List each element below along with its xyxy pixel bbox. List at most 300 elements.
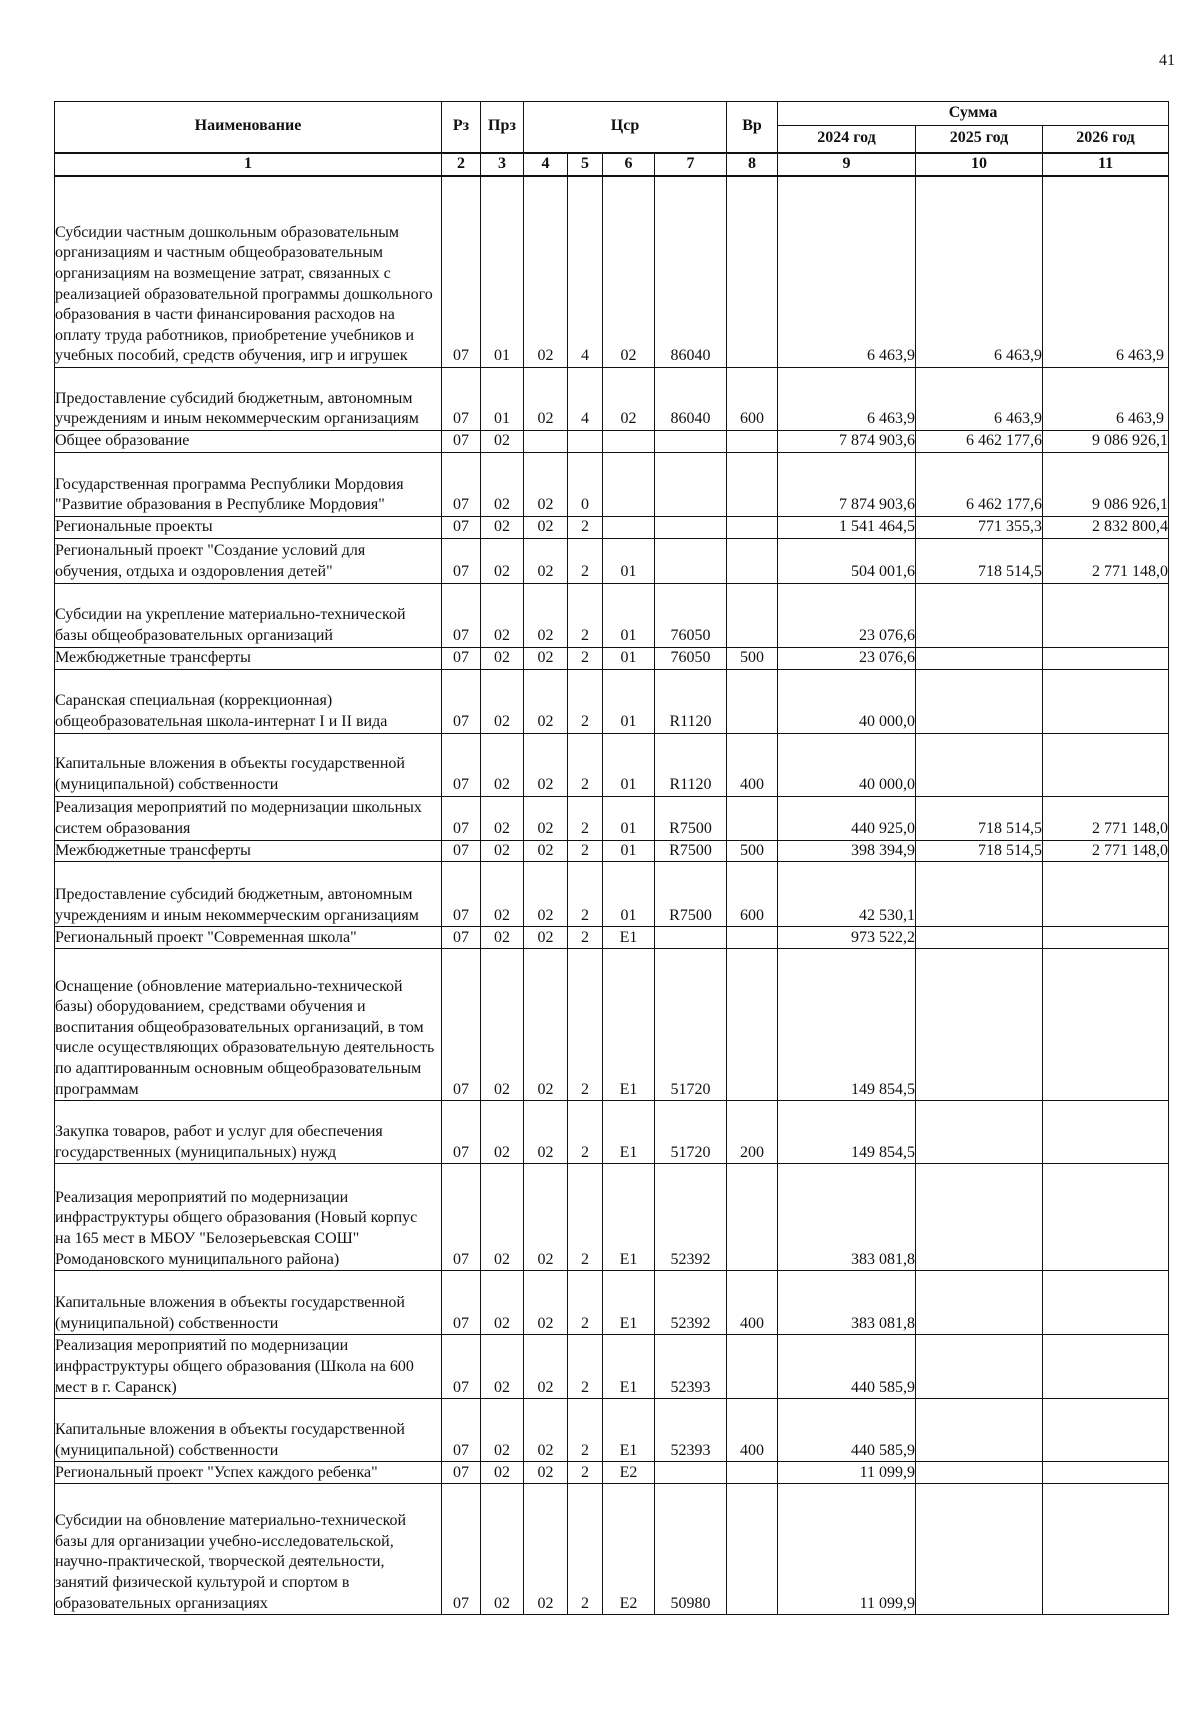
- name-line: занятий физической культурой и спортом в: [55, 1574, 350, 1591]
- cell-csr-type: 2: [568, 927, 603, 949]
- cell-name: [55, 1271, 442, 1335]
- column-number: 6: [603, 153, 655, 176]
- name-line: обучения, отдыха и оздоровления детей": [55, 563, 333, 580]
- cell-rz: 07: [442, 1164, 481, 1271]
- cell-sum-2026: 6 463,9: [1043, 368, 1169, 431]
- table-row: [55, 538, 1169, 583]
- name-line: базы общеобразовательных организаций: [55, 627, 333, 644]
- cell-sum-2026: [1043, 647, 1169, 669]
- name-line: учебных пособий, средств обучения, игр и игрушек: [55, 347, 408, 365]
- name-line: (муниципальной) собственности: [55, 776, 279, 793]
- name-line: образовательных организациях: [55, 1594, 268, 1612]
- cell-csr-type: 2: [568, 733, 603, 796]
- cell-csr-program: 02: [524, 583, 568, 647]
- cell-rz: 07: [442, 840, 481, 862]
- column-number: 3: [481, 153, 524, 176]
- name-line: Саранская специальная (коррекционная): [55, 692, 333, 710]
- name-line: учреждениям и иным некоммерческим организациям: [55, 410, 419, 428]
- name-line: Реализация мероприятий по модернизации: [55, 1337, 349, 1355]
- cell-csr-type: 2: [568, 669, 603, 733]
- cell-rz: 07: [442, 1399, 481, 1462]
- cell-csr-element: E2: [603, 1484, 655, 1615]
- cell-csr-type: [568, 431, 603, 453]
- cell-sum-2025: 718 514,5: [916, 840, 1043, 862]
- name-line: инфраструктуры общего образования (Школа на 600: [55, 1358, 414, 1375]
- cell-csr-direction: [655, 1462, 727, 1484]
- cell-sum-2025: 6 463,9: [916, 176, 1043, 368]
- cell-name: [55, 538, 442, 583]
- cell-vr: 400: [727, 1399, 778, 1462]
- table-row: [55, 1462, 1169, 1484]
- name-line: Государственная программа Республики Мордовия: [55, 475, 404, 493]
- cell-csr-direction: 76050: [655, 583, 727, 647]
- cell-sum-2025: [916, 1271, 1043, 1335]
- header-vr: Вр: [727, 102, 778, 153]
- cell-sum-2025: [916, 669, 1043, 733]
- cell-prz: 02: [481, 538, 524, 583]
- cell-csr-type: 2: [568, 1462, 603, 1484]
- header-name: Наименование: [55, 102, 442, 153]
- cell-vr: [727, 1335, 778, 1399]
- cell-name: [55, 862, 442, 927]
- cell-rz: 07: [442, 538, 481, 583]
- cell-csr-element: [603, 431, 655, 453]
- cell-rz: 07: [442, 669, 481, 733]
- cell-csr-type: 2: [568, 583, 603, 647]
- cell-csr-direction: 51720: [655, 1101, 727, 1164]
- cell-sum-2024: 383 081,8: [778, 1271, 916, 1335]
- cell-vr: 500: [727, 840, 778, 862]
- cell-csr-element: 01: [603, 583, 655, 647]
- cell-csr-type: 2: [568, 1484, 603, 1615]
- cell-sum-2024: 40 000,0: [778, 733, 916, 796]
- cell-csr-direction: 76050: [655, 647, 727, 669]
- cell-prz: 02: [481, 796, 524, 840]
- cell-sum-2025: [916, 733, 1043, 796]
- cell-csr-element: 02: [603, 368, 655, 431]
- cell-rz: 07: [442, 862, 481, 927]
- cell-csr-type: 2: [568, 840, 603, 862]
- cell-prz: 02: [481, 840, 524, 862]
- name-line: Оснащение (обновление материально-технической: [55, 977, 403, 995]
- cell-csr-element: E2: [603, 1462, 655, 1484]
- name-line: научно-практической, творческой деятельности,: [55, 1553, 385, 1571]
- column-number: 8: [727, 153, 778, 176]
- name-line: (муниципальной) собственности: [55, 1441, 279, 1459]
- cell-name: [55, 368, 442, 431]
- budget-table: [54, 101, 1169, 1615]
- cell-csr-direction: [655, 453, 727, 517]
- cell-prz: 02: [481, 1484, 524, 1615]
- cell-name: [55, 583, 442, 647]
- name-line: организациям и частным общеобразовательным: [55, 244, 383, 262]
- cell-sum-2026: [1043, 862, 1169, 927]
- cell-sum-2024: 973 522,2: [778, 927, 916, 949]
- name-line: Реализация мероприятий по модернизации: [55, 1188, 349, 1206]
- name-line: программам: [55, 1080, 139, 1098]
- table-row: [55, 583, 1169, 647]
- cell-csr-element: 01: [603, 796, 655, 840]
- cell-csr-element: 01: [603, 733, 655, 796]
- table-row: [55, 949, 1169, 1101]
- name-line: числе осуществляющих образовательную деятельность: [55, 1039, 435, 1057]
- column-number: 9: [778, 153, 916, 176]
- cell-name: [55, 647, 442, 669]
- header-rz: Рз: [442, 102, 481, 153]
- cell-sum-2024: 383 081,8: [778, 1164, 916, 1271]
- name-line: общеобразовательная школа-интернат I и II вида: [55, 713, 388, 730]
- cell-name: [55, 1335, 442, 1399]
- cell-csr-direction: 52393: [655, 1399, 727, 1462]
- cell-vr: [727, 453, 778, 517]
- cell-sum-2024: 504 001,6: [778, 538, 916, 583]
- cell-sum-2026: 2 771 148,0: [1043, 538, 1169, 583]
- cell-vr: [727, 517, 778, 539]
- table-row: [55, 840, 1169, 862]
- cell-csr-element: 01: [603, 538, 655, 583]
- cell-sum-2026: [1043, 669, 1169, 733]
- cell-csr-program: 02: [524, 453, 568, 517]
- cell-prz: 01: [481, 368, 524, 431]
- header-sum: Сумма: [778, 102, 1169, 126]
- name-line: базы) оборудованием, средствами обучения и: [55, 998, 366, 1016]
- cell-sum-2026: 9 086 926,1: [1043, 431, 1169, 453]
- cell-csr-direction: 86040: [655, 368, 727, 431]
- cell-csr-type: 2: [568, 1335, 603, 1399]
- cell-name: [55, 453, 442, 517]
- cell-name: [55, 517, 442, 539]
- cell-csr-type: 2: [568, 862, 603, 927]
- cell-csr-element: E1: [603, 1271, 655, 1335]
- column-number: 11: [1043, 153, 1169, 176]
- cell-rz: 07: [442, 733, 481, 796]
- cell-csr-element: E1: [603, 949, 655, 1101]
- cell-rz: 07: [442, 1484, 481, 1615]
- cell-name: [55, 927, 442, 949]
- cell-csr-type: 0: [568, 453, 603, 517]
- cell-csr-element: E1: [603, 1399, 655, 1462]
- cell-csr-element: E1: [603, 1164, 655, 1271]
- cell-prz: 02: [481, 949, 524, 1101]
- name-line: Региональный проект "Создание условий для: [55, 542, 366, 560]
- cell-csr-element: 01: [603, 669, 655, 733]
- cell-vr: [727, 669, 778, 733]
- table-row: [55, 431, 1169, 453]
- cell-prz: 02: [481, 1101, 524, 1164]
- cell-vr: [727, 1484, 778, 1615]
- cell-csr-program: 02: [524, 796, 568, 840]
- cell-sum-2025: 718 514,5: [916, 538, 1043, 583]
- cell-csr-program: 02: [524, 1399, 568, 1462]
- cell-sum-2024: 40 000,0: [778, 669, 916, 733]
- name-line: базы для организации учебно-исследовательской,: [55, 1532, 394, 1550]
- table-row: [55, 1484, 1169, 1615]
- cell-name: [55, 1164, 442, 1271]
- cell-sum-2025: [916, 927, 1043, 949]
- cell-sum-2026: 6 463,9: [1043, 176, 1169, 368]
- cell-sum-2024: 23 076,6: [778, 647, 916, 669]
- name-line: (муниципальной) собственности: [55, 1314, 279, 1332]
- cell-sum-2024: 6 463,9: [778, 176, 916, 368]
- cell-csr-direction: 51720: [655, 949, 727, 1101]
- cell-sum-2025: 6 462 177,6: [916, 453, 1043, 517]
- column-number: 7: [655, 153, 727, 176]
- cell-csr-program: 02: [524, 733, 568, 796]
- cell-rz: 07: [442, 1462, 481, 1484]
- name-line: Реализация мероприятий по модернизации школьных: [55, 799, 422, 817]
- name-line: Ромодановского муниципального района): [55, 1250, 340, 1268]
- cell-csr-program: 02: [524, 1335, 568, 1399]
- cell-sum-2026: [1043, 1271, 1169, 1335]
- cell-sum-2026: [1043, 927, 1169, 949]
- name-line: оплату труда работников, приобретение учебников и: [55, 326, 415, 344]
- header-row: [55, 102, 1169, 126]
- cell-sum-2025: [916, 1101, 1043, 1164]
- cell-csr-program: 02: [524, 840, 568, 862]
- cell-csr-program: 02: [524, 538, 568, 583]
- cell-sum-2025: 6 463,9: [916, 368, 1043, 431]
- name-line: учреждениям и иным некоммерческим организациям: [55, 906, 419, 924]
- cell-sum-2026: 9 086 926,1: [1043, 453, 1169, 517]
- name-line: Предоставление субсидий бюджетным, автономным: [55, 886, 413, 903]
- cell-rz: 07: [442, 647, 481, 669]
- cell-sum-2026: 2 832 800,4: [1043, 517, 1169, 539]
- cell-csr-type: 2: [568, 1164, 603, 1271]
- name-line: на 165 мест в МБОУ "Белозерьевская СОШ": [55, 1230, 360, 1247]
- header-csr: Цср: [524, 102, 727, 153]
- cell-csr-direction: R1120: [655, 669, 727, 733]
- name-line: организациям на возмещение затрат, связанных с: [55, 265, 391, 283]
- cell-csr-type: 4: [568, 176, 603, 368]
- cell-csr-type: 2: [568, 538, 603, 583]
- name-line: реализацией образовательной программы дошкольного: [55, 285, 433, 303]
- table-row: [55, 368, 1169, 431]
- cell-name: [55, 431, 442, 453]
- cell-sum-2024: 11 099,9: [778, 1484, 916, 1615]
- cell-sum-2026: [1043, 1484, 1169, 1615]
- cell-csr-type: 2: [568, 796, 603, 840]
- name-line: Капитальные вложения в объекты государственной: [55, 755, 405, 773]
- cell-sum-2025: [916, 1164, 1043, 1271]
- cell-csr-type: 4: [568, 368, 603, 431]
- header-prz: Прз: [481, 102, 524, 153]
- name-line: Межбюджетные трансферты: [55, 649, 251, 666]
- name-line: воспитания общеобразовательных организаций, в том: [55, 1018, 424, 1036]
- table-row: [55, 1335, 1169, 1399]
- cell-csr-program: 02: [524, 647, 568, 669]
- cell-vr: [727, 1164, 778, 1271]
- cell-csr-element: E1: [603, 1335, 655, 1399]
- cell-rz: 07: [442, 1335, 481, 1399]
- cell-sum-2025: 771 355,3: [916, 517, 1043, 539]
- cell-prz: 02: [481, 431, 524, 453]
- cell-sum-2024: 149 854,5: [778, 949, 916, 1101]
- name-line: Субсидии частным дошкольным образовательным: [55, 223, 400, 241]
- cell-sum-2025: [916, 1462, 1043, 1484]
- cell-csr-element: 01: [603, 862, 655, 927]
- cell-prz: 02: [481, 1399, 524, 1462]
- cell-vr: [727, 949, 778, 1101]
- cell-sum-2026: [1043, 1462, 1169, 1484]
- cell-csr-type: 2: [568, 949, 603, 1101]
- cell-rz: 07: [442, 176, 481, 368]
- name-line: Региональный проект "Успех каждого ребенка": [55, 1463, 378, 1481]
- table-row: [55, 862, 1169, 927]
- table-body: [55, 176, 1169, 1615]
- cell-sum-2024: 6 463,9: [778, 368, 916, 431]
- cell-prz: 02: [481, 583, 524, 647]
- cell-csr-program: 02: [524, 1271, 568, 1335]
- cell-prz: 02: [481, 1462, 524, 1484]
- name-line: Предоставление субсидий бюджетным, автономным: [55, 389, 413, 407]
- cell-rz: 07: [442, 368, 481, 431]
- cell-csr-program: [524, 431, 568, 453]
- cell-rz: 07: [442, 583, 481, 647]
- cell-rz: 07: [442, 1101, 481, 1164]
- cell-name: [55, 1399, 442, 1462]
- cell-sum-2026: [1043, 1335, 1169, 1399]
- name-line: "Развитие образования в Республике Мордовия": [55, 496, 385, 514]
- column-number: 10: [916, 153, 1043, 176]
- cell-rz: 07: [442, 796, 481, 840]
- cell-csr-program: 02: [524, 927, 568, 949]
- cell-csr-direction: 52392: [655, 1164, 727, 1271]
- cell-csr-direction: R7500: [655, 840, 727, 862]
- cell-csr-program: 02: [524, 176, 568, 368]
- cell-sum-2024: 11 099,9: [778, 1462, 916, 1484]
- cell-vr: [727, 796, 778, 840]
- table-row: [55, 796, 1169, 840]
- cell-vr: 400: [727, 1271, 778, 1335]
- cell-csr-program: 02: [524, 949, 568, 1101]
- cell-csr-direction: R1120: [655, 733, 727, 796]
- cell-name: [55, 796, 442, 840]
- cell-sum-2026: [1043, 1101, 1169, 1164]
- cell-sum-2026: [1043, 583, 1169, 647]
- cell-name: [55, 840, 442, 862]
- cell-csr-program: 02: [524, 669, 568, 733]
- cell-sum-2025: 718 514,5: [916, 796, 1043, 840]
- cell-csr-program: 02: [524, 1484, 568, 1615]
- cell-rz: 07: [442, 453, 481, 517]
- cell-sum-2025: [916, 949, 1043, 1101]
- cell-rz: 07: [442, 927, 481, 949]
- name-line: инфраструктуры общего образования (Новый корпус: [55, 1209, 418, 1227]
- cell-vr: 600: [727, 862, 778, 927]
- cell-vr: 600: [727, 368, 778, 431]
- table-row: [55, 1164, 1169, 1271]
- column-number: 5: [568, 153, 603, 176]
- cell-sum-2026: [1043, 1164, 1169, 1271]
- cell-prz: 02: [481, 733, 524, 796]
- cell-sum-2026: [1043, 733, 1169, 796]
- cell-csr-direction: [655, 538, 727, 583]
- table-row: [55, 733, 1169, 796]
- cell-sum-2025: [916, 1335, 1043, 1399]
- cell-name: [55, 949, 442, 1101]
- cell-name: [55, 176, 442, 368]
- cell-sum-2024: 398 394,9: [778, 840, 916, 862]
- cell-name: [55, 1101, 442, 1164]
- cell-sum-2026: 2 771 148,0: [1043, 840, 1169, 862]
- header-year-2024: 2024 год: [778, 126, 916, 153]
- cell-csr-direction: R7500: [655, 862, 727, 927]
- cell-rz: 07: [442, 431, 481, 453]
- cell-vr: [727, 176, 778, 368]
- cell-csr-direction: R7500: [655, 796, 727, 840]
- cell-sum-2024: 7 874 903,6: [778, 431, 916, 453]
- cell-name: [55, 1484, 442, 1615]
- cell-prz: 02: [481, 517, 524, 539]
- cell-csr-program: 02: [524, 862, 568, 927]
- cell-csr-element: [603, 517, 655, 539]
- cell-csr-element: E1: [603, 927, 655, 949]
- cell-csr-direction: 52392: [655, 1271, 727, 1335]
- cell-csr-element: E1: [603, 1101, 655, 1164]
- cell-csr-element: 01: [603, 840, 655, 862]
- cell-csr-element: [603, 453, 655, 517]
- table-row: [55, 1399, 1169, 1462]
- cell-vr: 200: [727, 1101, 778, 1164]
- cell-prz: 02: [481, 1164, 524, 1271]
- table-row: [55, 669, 1169, 733]
- cell-prz: 02: [481, 1335, 524, 1399]
- cell-sum-2025: [916, 647, 1043, 669]
- cell-csr-type: 2: [568, 1399, 603, 1462]
- cell-sum-2025: [916, 583, 1043, 647]
- cell-vr: [727, 927, 778, 949]
- cell-csr-program: 02: [524, 368, 568, 431]
- cell-sum-2024: 1 541 464,5: [778, 517, 916, 539]
- cell-sum-2025: [916, 1399, 1043, 1462]
- cell-prz: 02: [481, 927, 524, 949]
- cell-name: [55, 669, 442, 733]
- cell-rz: 07: [442, 949, 481, 1101]
- page-number: 41: [1159, 52, 1175, 69]
- cell-prz: 02: [481, 647, 524, 669]
- cell-prz: 02: [481, 862, 524, 927]
- cell-sum-2026: [1043, 949, 1169, 1101]
- cell-sum-2024: 42 530,1: [778, 862, 916, 927]
- cell-sum-2025: 6 462 177,6: [916, 431, 1043, 453]
- column-numbers-row: [55, 153, 1169, 176]
- cell-sum-2025: [916, 862, 1043, 927]
- cell-csr-type: 2: [568, 1101, 603, 1164]
- table-row: [55, 517, 1169, 539]
- cell-csr-type: 2: [568, 517, 603, 539]
- name-line: образования в части финансирования расходов на: [55, 306, 395, 324]
- name-line: Региональный проект "Современная школа": [55, 928, 357, 946]
- name-line: Субсидии на обновление материально-технической: [55, 1512, 407, 1530]
- table-row: [55, 453, 1169, 517]
- cell-csr-direction: [655, 431, 727, 453]
- table-row: [55, 927, 1169, 949]
- cell-vr: [727, 1462, 778, 1484]
- name-line: государственных (муниципальных) нужд: [55, 1143, 337, 1161]
- cell-vr: [727, 583, 778, 647]
- cell-rz: 07: [442, 1271, 481, 1335]
- column-number: 4: [524, 153, 568, 176]
- cell-sum-2024: 440 585,9: [778, 1399, 916, 1462]
- name-line: Общее образование: [55, 432, 190, 450]
- cell-csr-program: 02: [524, 1101, 568, 1164]
- header-year-2026: 2026 год: [1043, 126, 1169, 153]
- cell-csr-direction: 52393: [655, 1335, 727, 1399]
- name-line: Капитальные вложения в объекты государственной: [55, 1294, 405, 1311]
- cell-sum-2024: 149 854,5: [778, 1101, 916, 1164]
- cell-csr-direction: 86040: [655, 176, 727, 368]
- cell-vr: [727, 431, 778, 453]
